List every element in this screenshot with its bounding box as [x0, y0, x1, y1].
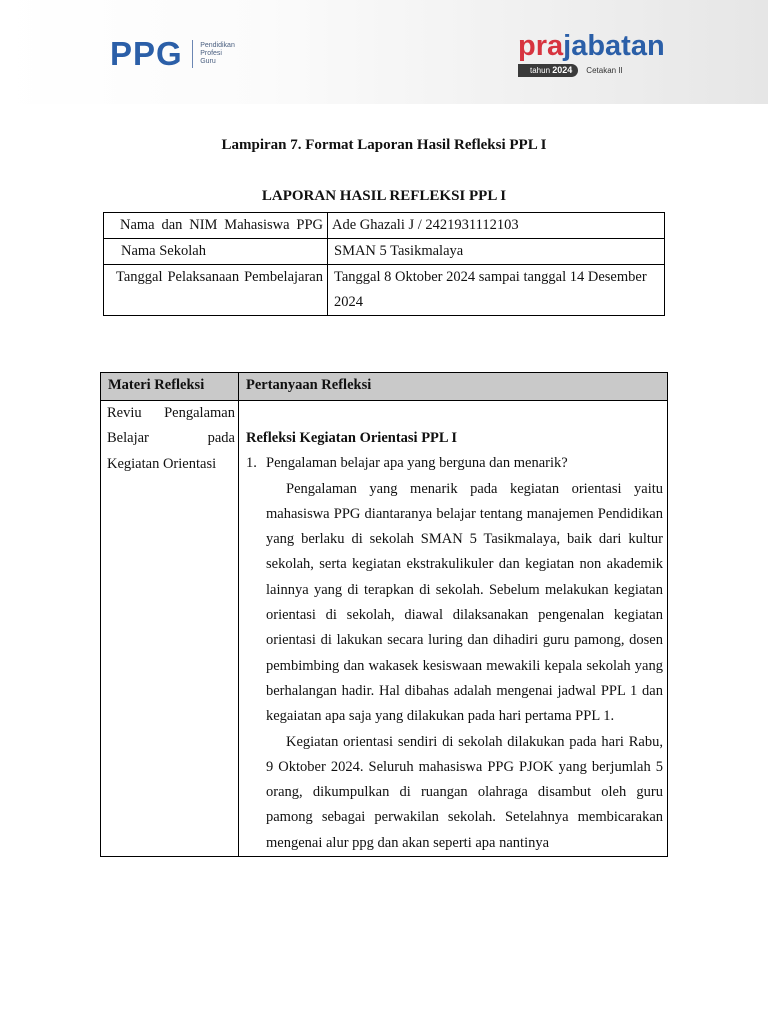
column-header-question: Pertanyaan Refleksi — [239, 373, 668, 401]
material-cell — [101, 401, 239, 857]
identity-value: SMAN 5 Tasikmalaya — [328, 239, 665, 265]
identity-row — [104, 239, 665, 265]
reflection-row — [101, 401, 668, 857]
identity-row — [104, 213, 665, 239]
ppg-subtitle-line: Pendidikan — [200, 42, 235, 49]
prajabatan-wordmark-part1: pra — [518, 30, 564, 62]
prajabatan-wordmark — [518, 30, 678, 62]
identity-label: Tanggal Pelaksanaan Pembelajaran — [104, 265, 328, 316]
identity-value: Tanggal 8 Oktober 2024 sampai tanggal 14 Desember 2024 — [328, 265, 665, 316]
report-title: LAPORAN HASIL REFLEKSI PPL I — [261, 188, 507, 204]
identity-table — [103, 212, 665, 316]
ppg-logo-subtitle — [200, 42, 235, 66]
identity-row — [104, 265, 665, 316]
ppg-subtitle-line: Profesi — [200, 50, 222, 57]
ppg-logo — [110, 36, 235, 72]
answer-paragraph: Pengalaman yang menarik pada kegiatan orientasi yaitu mahasiswa PPG diantaranya belajar tentang manajemen Pendidikan yang berlaku di sekolah SMAN 5 Tasikmalaya, baik dari kultur sekolah, serta kegiatan ekstrakulikuler dan kegiatan non akademik lainnya yang di terapkan di sekolah. Sebelum melakukan kegiatan orientasi di sekolah, diawal dilaksanakan pengenalan kegiatan orientasi di lakukan secara luring dan dihadiri guru pamong, dosen pembimbing dan wakasek kesiswaan mewakili kepala sekolah yang berhalangan hadir. Hal dibahas adalah mengenai jadwal PPL 1 dan kegaiatan apa saja yang dilakukan pada hari pertama PPL 1. — [266, 480, 663, 725]
question-cell — [239, 401, 668, 857]
identity-label: Nama Sekolah — [104, 239, 328, 265]
year-value: 2024 — [552, 65, 573, 75]
material-text: Reviu Pengalaman Belajar pada Kegiatan Orientasi — [107, 405, 235, 472]
prajabatan-wordmark-part2: jabatan — [563, 30, 665, 62]
answer-paragraph: Kegiatan orientasi sendiri di sekolah dilakukan pada hari Rabu, 9 Oktober 2024. Seluruh mahasiswa PPG PJOK yang berjumlah 5 orang, dikumpulkan di ruangan olahraga disambut oleh guru pamong sebagai perwakilan sekolah. Setelahnya membicarakan mengenai alur ppg dan akan seperti apa nantinya — [266, 733, 663, 851]
appendix-title: Lampiran 7. Format Laporan Hasil Refleksi PPL I — [221, 137, 547, 153]
reflection-table — [100, 372, 668, 857]
header-banner — [0, 0, 768, 104]
column-header-material: Materi Refleksi — [101, 373, 239, 401]
ppg-logo-mark: PPG — [110, 35, 183, 72]
year-label: tahun — [530, 66, 551, 75]
ppg-subtitle-line: Guru — [200, 58, 216, 65]
identity-value: Ade Ghazali J / 2421931112103 — [328, 213, 665, 239]
prajabatan-logo — [518, 30, 678, 82]
question-item — [246, 451, 663, 476]
question-number: 1. — [246, 455, 257, 472]
logo-divider — [192, 40, 194, 68]
reflection-header-row — [101, 373, 668, 401]
question-text: Pengalaman belajar apa yang berguna dan menarik? — [266, 455, 568, 472]
section-title: Refleksi Kegiatan Orientasi PPL I — [246, 430, 458, 446]
identity-label: Nama dan NIM Mahasiswa PPG — [104, 213, 328, 239]
year-badge — [518, 64, 578, 77]
edition-label: Cetakan II — [586, 66, 623, 75]
